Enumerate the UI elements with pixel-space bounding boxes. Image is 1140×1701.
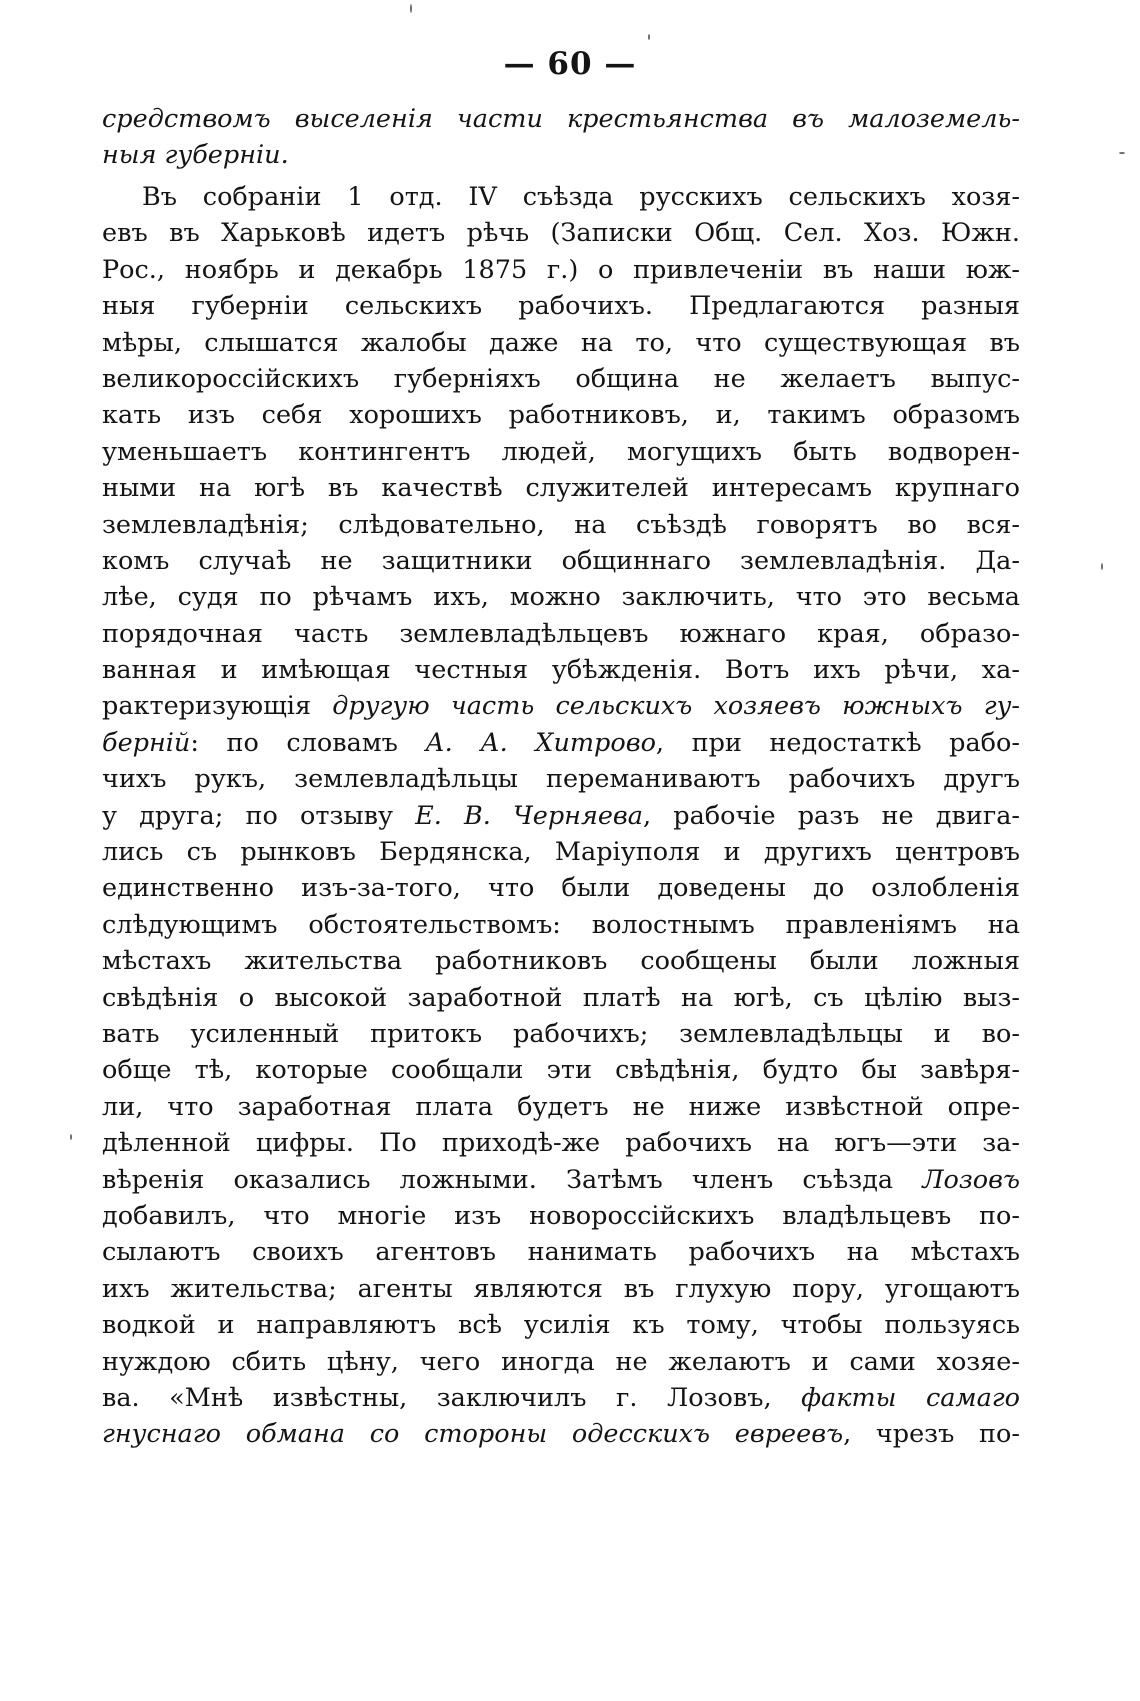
scan-speck [648,34,650,40]
text-line: ихъ жительства; агенты являются въ глухую пору, угощаютъ [102,1273,1020,1304]
scan-speck [70,1134,72,1140]
italic-run: берній [102,727,191,758]
text-line: мѣстахъ жительства работниковъ сообщены были ложныя [102,946,1020,977]
text-line [102,1380,1020,1416]
italic-run: факты самаго [801,1382,1021,1413]
text-line: единственно изъ-за-того, что были доведены до озлобленія [102,873,1020,904]
text-line: ныя губерніи сельскихъ рабочихъ. Предлагаются разныя [102,291,1020,322]
text-run: , рабочіе разъ не двига- [642,800,1021,831]
person-name: Е. В. Черняева [415,800,643,831]
text-line: свѣдѣнія о высокой заработной платѣ на югѣ, съ цѣлію выз- [102,982,1020,1013]
person-name: А. А. Хитрово [425,727,656,758]
text-line: великороссійскихъ губерніяхъ община не желаетъ выпус- [102,363,1020,394]
text-line [102,1162,1020,1198]
text-run: , при недостаткѣ рабо- [655,727,1020,758]
text-line: нуждою сбить цѣну, чего иногда не желаютъ и сами хозяе- [102,1346,1020,1377]
text-run: у друга; по отзыву [102,800,416,831]
scan-speck [1119,152,1125,154]
text-line: Въ собраніи 1 отд. IV съѣзда русскихъ сельскихъ хозя- [142,182,1020,212]
text-line: уменьшаетъ контингентъ людей, могущихъ быть водворен- [102,436,1020,467]
text-line: добавилъ, что многіе изъ новороссійскихъ владѣльцевъ по- [102,1200,1020,1231]
text-line: ными на югѣ въ качествѣ служителей интересамъ крупнаго [102,473,1020,504]
scan-speck [1101,563,1103,570]
text-line: водкой и направляютъ всѣ усилія къ тому, чтобы пользуясь [102,1310,1020,1341]
text-run: , чрезъ по- [843,1419,1020,1450]
text-line: комъ случаѣ не защитники общиннаго землевладѣнія. Да- [102,545,1020,576]
text-run: вѣренія оказались ложными. Затѣмъ членъ съѣзда [102,1164,923,1195]
text-line: землевладѣнія; слѣдовательно, на съѣздѣ говорятъ во вся- [102,509,1020,540]
text-line: кать изъ себя хорошихъ работниковъ, и, такимъ образомъ [102,400,1020,431]
intro-text [102,101,1020,174]
text-line: чихъ рукъ, землевладѣльцы переманиваютъ рабочихъ другъ [102,764,1020,795]
text-line: вать усиленный притокъ рабочихъ; землевладѣльцы и во- [102,1018,1020,1049]
text-run: : по словамъ [190,727,426,758]
text-line: евъ въ Харьковѣ идетъ рѣчь (Записки Общ. Сел. Хоз. Южн. [102,218,1020,249]
intro-line: средствомъ выселенія части крестьянства въ малоземель- [102,104,1020,134]
text-line [102,1416,1020,1452]
page-number: — 60 — [503,46,637,82]
text-line: сылаютъ своихъ агентовъ нанимать рабочихъ на мѣстахъ [102,1237,1020,1268]
intro-line: ныя губерніи. [102,140,289,171]
italic-run: другую часть сельскихъ хозяевъ южныхъ гу- [332,691,1020,722]
text-line: ванная и имѣющая честныя убѣжденія. Вотъ ихъ рѣчи, ха- [102,655,1020,686]
text-line: дѣленной цифры. По приходѣ-же рабочихъ на югъ—эти за- [102,1128,1020,1159]
text-line [102,725,1020,761]
text-line: обще тѣ, которые сообщали эти свѣдѣнія, будто бы завѣря- [102,1055,1020,1086]
scan-speck [410,4,412,13]
text-line: ли, что заработная плата будетъ не ниже извѣстной опре- [102,1091,1020,1122]
text-line: Рос., ноябрь и декабрь 1875 г.) о привлеченіи въ наши юж- [102,254,1020,285]
text-run: рактеризующія [102,691,333,722]
text-line: порядочная часть землевладѣльцевъ южнаго края, образо- [102,618,1020,649]
person-name: Лозовъ [922,1164,1020,1195]
text-line: мѣры, слышатся жалобы даже на то, что существующая въ [102,327,1020,358]
text-line: лись съ рынковъ Бердянска, Маріуполя и другихъ центровъ [102,837,1020,868]
text-line [102,688,1020,724]
italic-run: гнуснаго обмана со стороны одесскихъ евреевъ [102,1419,844,1450]
text-line: слѣдующимъ обстоятельствомъ: волостнымъ правленіямъ на [102,909,1020,940]
text-line [102,798,1020,834]
main-paragraph [102,179,1020,1453]
text-run: ва. «Мнѣ извѣстны, заключилъ г. Лозовъ, [102,1382,802,1413]
text-line: лѣе, судя по рѣчамъ ихъ, можно заключить, что это весьма [102,582,1020,613]
